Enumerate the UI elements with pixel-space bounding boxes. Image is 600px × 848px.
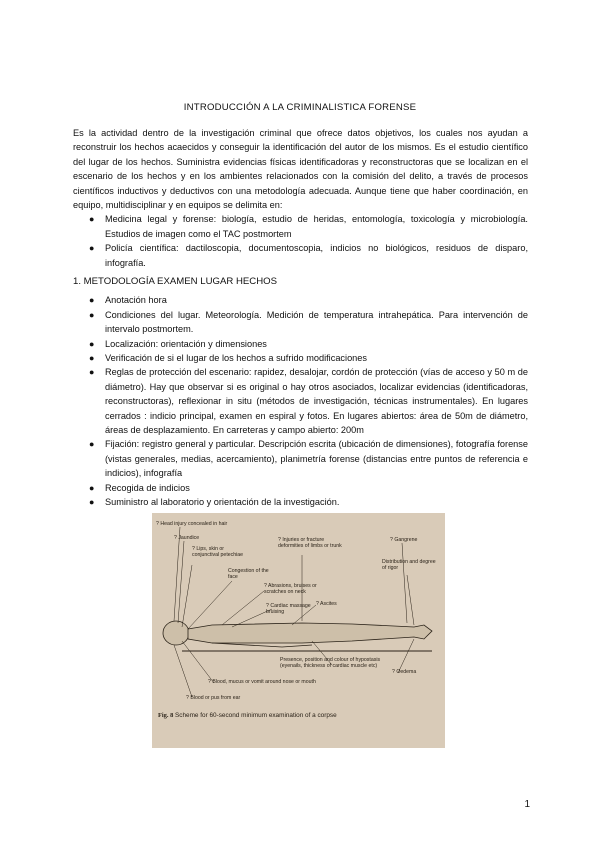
intro-bullet-list <box>83 212 528 270</box>
list-item <box>83 212 528 241</box>
bullet-icon: ● <box>89 338 95 349</box>
label-lips: ? Lips, skin or conjunctival petechiae <box>192 546 244 558</box>
label-presence: Presence, position and colour of hypostasis (eyenails, thickness of cardiac muscle etc) <box>280 657 381 669</box>
label-abrasions: ? Abrasions, bruises or scratches on neck <box>264 583 317 595</box>
label-blood-ear: ? Blood or pus from ear <box>186 695 241 701</box>
intro-block <box>73 126 528 270</box>
list-item-text: Localización: orientación y dimensiones <box>105 338 267 349</box>
label-head-injury: ? Head injury concealed in hair <box>156 521 228 527</box>
list-item-text: Verificación de si el lugar de los hechos a sufrido modificaciones <box>105 353 367 364</box>
bullet-icon: ● <box>89 243 95 254</box>
list-item-text: Condiciones del lugar. Meteorología. Medición de temperatura intrahepática. Para intervención de intervalo postmortem. <box>105 309 528 335</box>
list-item <box>83 241 528 270</box>
label-ascites: ? Ascites <box>316 601 337 607</box>
bullet-icon: ● <box>89 497 95 508</box>
section-heading: 1. METODOLOGÍA EXAMEN LUGAR HECHOS <box>73 276 278 287</box>
list-item-text: Medicina legal y forense: biología, estudio de heridas, entomología, toxicología y microbiología. Estudios de imagen como el TAC postmortem <box>105 214 528 239</box>
list-item <box>83 365 528 437</box>
figure-caption-label: Fig. 8 <box>158 712 174 719</box>
bullet-icon: ● <box>89 309 95 320</box>
methodology-section <box>73 275 528 510</box>
bullet-icon: ● <box>89 214 95 225</box>
figure-caption-text: Scheme for 60-second minimum examination of a corpse <box>175 712 337 719</box>
list-item <box>83 337 528 351</box>
methodology-bullet-list <box>83 293 528 509</box>
list-item <box>83 481 528 495</box>
label-oedema: ? Oedema <box>392 669 417 675</box>
bullet-icon: ● <box>89 353 95 364</box>
list-item-text: Fijación: registro general y particular. Descripción escrita (ubicación de dimensiones), fotografía forense (vistas generales, medias, acercamiento), planimetría forense (distancias entre puntos de referencia e indicios), infografía <box>105 439 528 479</box>
bullet-icon: ● <box>89 482 95 493</box>
label-injuries: ? Injuries or fracture deformities of limbs or trunk <box>278 537 342 549</box>
bullet-icon: ● <box>89 295 95 306</box>
list-item-text: Suministro al laboratorio y orientación de la investigación. <box>105 497 340 508</box>
corpse-examination-figure <box>152 513 445 748</box>
label-congestion: Congestion of the face <box>228 568 269 580</box>
head-shape <box>163 621 189 645</box>
bullet-icon: ● <box>89 367 95 378</box>
bullet-icon: ● <box>89 439 95 450</box>
page-number: 1 <box>524 799 530 810</box>
list-item-text: Anotación hora <box>105 295 167 306</box>
torso-legs-shape <box>188 623 432 643</box>
label-blood-mouth: ? Blood, mucus or vomit around nose or mouth <box>208 679 316 685</box>
list-item-text: Policía científica: dactiloscopia, documentoscopia, indicios no biológicos, residuos de disparo, infografía. <box>105 243 528 268</box>
intro-paragraph: Es la actividad dentro de la investigación criminal que ofrece datos objetivos, los cuales nos ayudan a reconstruir los hechos acaecidos y conseguir la identificación del autor de los mismos. Es el estudio científico del lugar de los hechos. Suministra evidencias físicas identificadoras y reconstructoras que se localizan en el escenario de los hechos y en los ambientes relacionados con la comisión del delito, a través de procesos científicos inductivos y deductivos con una metodología adecuada. Aunque tiene que haber coordinación, en equipo, multidisciplinar y en equipos se delimita en: <box>73 128 528 211</box>
list-item <box>83 495 528 509</box>
list-item <box>83 293 528 307</box>
list-item <box>83 308 528 337</box>
label-cardiac: ? Cardiac massage bruising <box>266 603 311 615</box>
list-item <box>83 351 528 365</box>
page-title: INTRODUCCIÓN A LA CRIMINALISTICA FORENSE <box>183 102 417 113</box>
label-gangrene: ? Gangrene <box>390 537 418 543</box>
figure-caption <box>158 712 337 719</box>
list-item <box>83 437 528 480</box>
label-jaundice: ? Jaundice <box>174 535 200 541</box>
arm-shape <box>212 643 312 647</box>
list-item-text: Recogida de indicios <box>105 482 190 493</box>
label-distribution: Distribution and degree of rigor <box>382 559 436 571</box>
list-item-text: Reglas de protección del escenario: rapidez, desalojar, cordón de protección (vías de acceso y 50 m de diámetro). Hay que observar si es original o hay otros asociados, localizar evidencias (identificadoras, reconstructoras), reflexionar in situ (métodos de investigación, técnicas instrumentales). En lugares cerrados : indicio principal, examen en espiral y fotos. En lugares abiertos: área de 50m de diámetro, áreas de desplazamiento. En carreteras y campo abierto: 200m <box>105 367 528 436</box>
